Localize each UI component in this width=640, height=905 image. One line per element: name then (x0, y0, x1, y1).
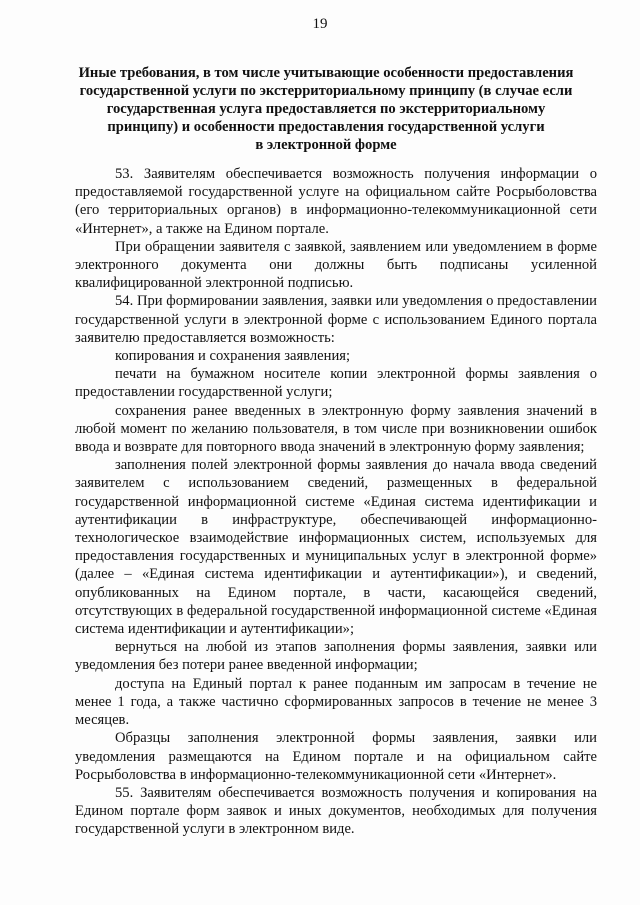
paragraph-54: 54. При формировании заявления, заявки или уведомления о предоставлении государственной услуги в электронной форме с использованием Единого портала заявителю предоставляется возможность: (75, 293, 597, 346)
page-number: 19 (312, 16, 328, 32)
list-item-return-stage: вернуться на любой из этапов заполнения формы заявления, заявки или уведомления без потери ранее введенной информации; (75, 639, 597, 674)
paragraph-55: 55. Заявителям обеспечивается возможность получения и копирования на Едином портале форм заявок и иных документов, необходимых для получения государственной услуги в электронном виде. (75, 784, 597, 838)
paragraph-form-samples: Образцы заполнения электронной формы заявления, заявки или уведомления размещаются на Едином портале и на официальном сайте Росрыболовства в информационно-телекоммуникационной сети «Интернет». (75, 730, 597, 783)
section-heading (60, 64, 592, 154)
document-body (75, 165, 597, 839)
list-item-autofill: заполнения полей электронной формы заявления до начала ввода сведений заявителем с использованием сведений, размещенных в федеральной государственной информационной системе «Единая система идентификации и аутентификации в инфраструктуре, обеспечивающей информационно-технологическое взаимодействие информационных систем, используемых для предоставления государственных и муниципальных услуг в электронной форме» (далее – «Единая система идентификации и аутентификации»), и сведений, опубликованных на Едином портале, в части, касающейся сведений, отсутствующих в федеральной государственной информационной системе «Единая система идентификации и аутентификации»; (75, 457, 597, 638)
heading-line: государственная услуга предоставляется по экстерриториальному (106, 101, 546, 117)
heading-line: в электронной форме (255, 137, 397, 153)
list-item-save-values: сохранения ранее введенных в электронную форму заявления значений в любой момент по желанию пользователя, в том числе при возникновении ошибок ввода и возврате для повторного ввода значений в электронную форму заявления; (75, 402, 597, 456)
paragraph-signature-requirement: При обращении заявителя с заявкой, заявлением или уведомлением в форме электронного документа они должны быть подписаны усиленной квалифицированной электронной подписью. (75, 238, 597, 292)
heading-line: Иные требования, в том числе учитывающие особенности предоставления (78, 65, 574, 81)
list-item-print: печати на бумажном носителе копии электронной формы заявления о предоставлении государственной услуги; (75, 366, 597, 401)
paragraph-53: 53. Заявителям обеспечивается возможность получения информации о предоставляемой государственной услуге на официальном сайте Росрыболовства (его территориальных органов) в информационно-телекоммуникационной сети «Интернет», а также на Едином портале. (75, 166, 597, 237)
list-item-copy-save: копирования и сохранения заявления; (115, 348, 351, 365)
heading-line: принципу) и особенности предоставления государственной услуги (107, 119, 545, 135)
heading-line: государственной услуги по экстерриториальному принципу (в случае если (79, 83, 573, 99)
list-item-access-requests: доступа на Единый портал к ранее поданным им запросам в течение не менее 1 года, а также частично сформированных запросов в течение не менее 3 месяцев. (75, 675, 597, 729)
